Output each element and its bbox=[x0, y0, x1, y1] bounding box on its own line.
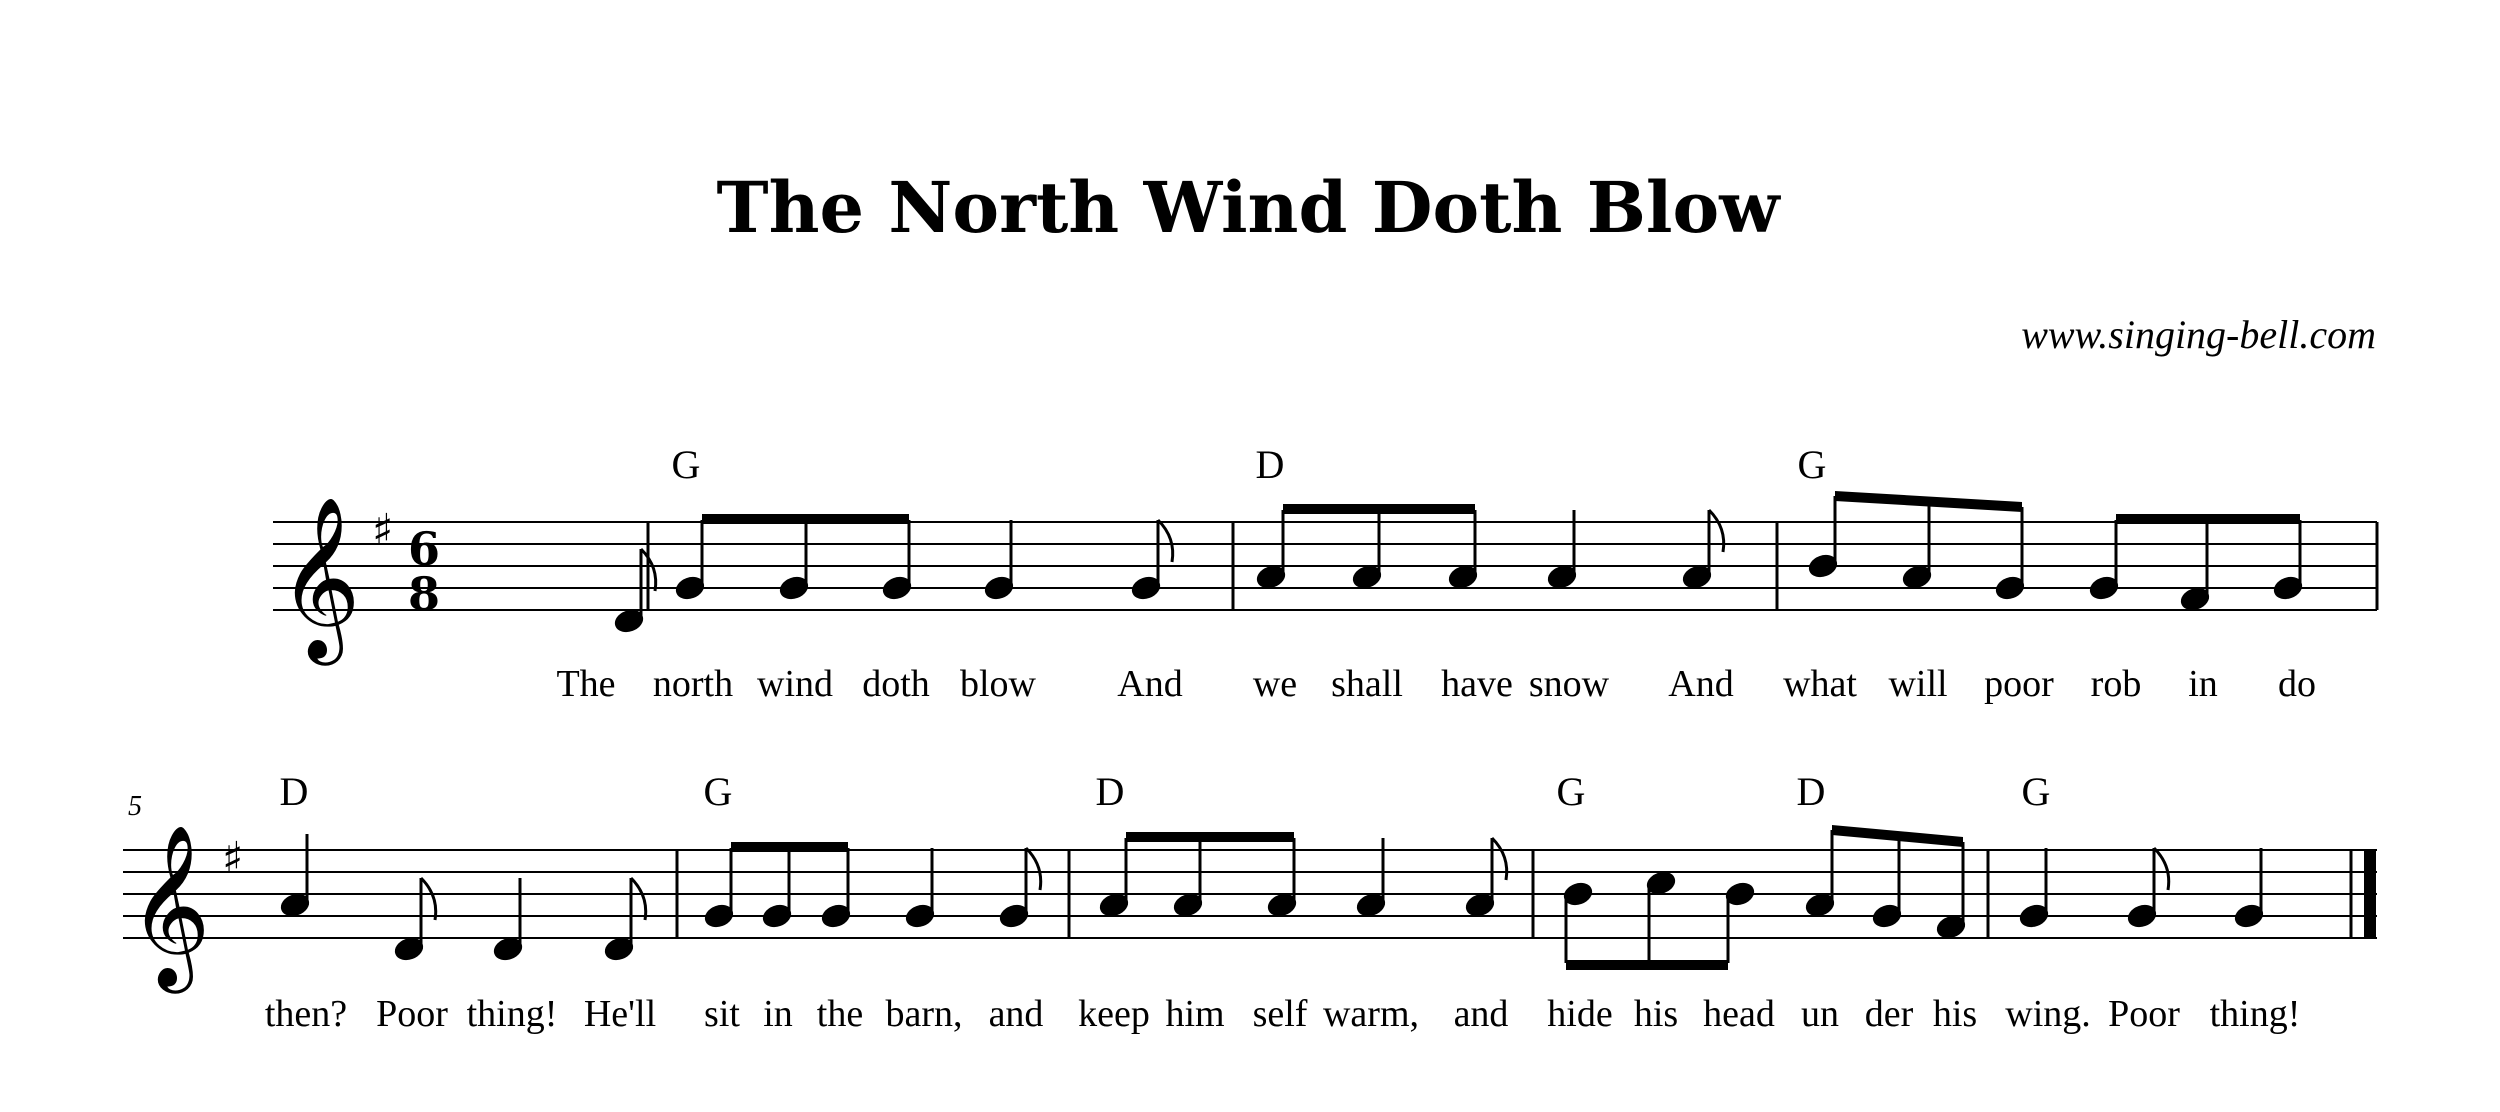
lyric-syllable: in bbox=[763, 993, 793, 1035]
chord-symbol: G bbox=[2021, 769, 2051, 814]
lyric-syllable: have bbox=[1441, 663, 1513, 705]
lyric-syllable: him bbox=[1165, 993, 1225, 1035]
note bbox=[2019, 848, 2050, 929]
lyric-syllable: and bbox=[988, 993, 1044, 1035]
lyric-syllable: the bbox=[816, 993, 864, 1035]
lyric-syllable: Poor bbox=[376, 993, 448, 1035]
staff-system-2 bbox=[123, 769, 2377, 1035]
beam-group bbox=[704, 842, 852, 929]
lyric-syllable: snow bbox=[1528, 663, 1610, 705]
beam-group bbox=[2089, 514, 2304, 612]
time-signature-denominator: 8 bbox=[407, 567, 441, 621]
lyric-syllable: And bbox=[1668, 663, 1734, 705]
lyric-syllable: wind bbox=[757, 663, 833, 705]
note bbox=[394, 878, 436, 962]
lyric-syllable: sit bbox=[704, 993, 740, 1035]
treble-clef-icon: 𝄞 bbox=[278, 496, 361, 659]
lyric-syllable: in bbox=[2188, 663, 2218, 705]
lyric-syllable: thing! bbox=[2209, 993, 2301, 1035]
lyric-syllable: un bbox=[1801, 993, 1839, 1035]
lyric-syllable: rob bbox=[2090, 663, 2142, 705]
lyric-syllable: hide bbox=[1547, 993, 1613, 1035]
sharp-icon: ♯ bbox=[222, 833, 244, 884]
lyric-syllable: Poor bbox=[2108, 993, 2180, 1035]
lyric-syllable: self bbox=[1252, 993, 1308, 1035]
lyric-syllable: He'll bbox=[583, 993, 657, 1035]
beam-group bbox=[1256, 504, 1479, 590]
lyric-syllable: The bbox=[556, 663, 616, 705]
chord-symbol: G bbox=[1556, 769, 1586, 814]
chord-symbol: D bbox=[279, 769, 309, 814]
chord-symbol: G bbox=[671, 442, 701, 487]
lyrics-line-1 bbox=[556, 663, 2316, 705]
lyric-syllable: his bbox=[1633, 993, 1679, 1035]
lyric-syllable: his bbox=[1932, 993, 1978, 1035]
note bbox=[984, 520, 1015, 601]
lyric-syllable: keep bbox=[1078, 993, 1150, 1035]
lyric-syllable: will bbox=[1888, 663, 1948, 705]
treble-clef-icon: 𝄞 bbox=[128, 824, 211, 987]
measure-number: 5 bbox=[128, 791, 142, 822]
beam-group bbox=[1099, 832, 1298, 918]
lyric-syllable: then? bbox=[264, 993, 348, 1035]
sharp-icon: ♯ bbox=[372, 505, 394, 556]
chord-symbol: D bbox=[1796, 769, 1826, 814]
lyric-syllable: thing! bbox=[466, 993, 558, 1035]
staff-system-1 bbox=[273, 442, 2377, 705]
lyric-syllable: shall bbox=[1331, 663, 1403, 705]
lyrics-line-2 bbox=[265, 993, 2301, 1035]
beam-group bbox=[1805, 825, 1967, 940]
lyric-syllable: head bbox=[1703, 993, 1775, 1035]
staff-lines bbox=[273, 522, 2377, 610]
lyric-syllable: do bbox=[2278, 663, 2316, 705]
lyric-syllable: poor bbox=[1984, 663, 2054, 705]
lyric-syllable: barn, bbox=[885, 993, 963, 1035]
lyric-syllable: north bbox=[652, 663, 734, 705]
beam-group bbox=[1563, 870, 1756, 970]
chord-symbol: G bbox=[1797, 442, 1827, 487]
chord-symbol: D bbox=[1095, 769, 1125, 814]
lyric-syllable: wing. bbox=[2005, 993, 2091, 1035]
note bbox=[280, 834, 311, 918]
lyric-syllable: blow bbox=[960, 663, 1036, 705]
lyric-syllable: warm, bbox=[1322, 993, 1420, 1035]
lyric-syllable: what bbox=[1783, 663, 1857, 705]
song-title: The North Wind Doth Blow bbox=[716, 166, 1780, 249]
lyric-syllable: we bbox=[1252, 663, 1298, 705]
time-signature-numerator: 6 bbox=[407, 522, 441, 576]
note bbox=[905, 848, 936, 929]
note bbox=[2234, 848, 2265, 929]
lyric-syllable: doth bbox=[862, 663, 930, 705]
website-link[interactable]: www.singing-bell.com bbox=[2021, 312, 2376, 357]
beam-group bbox=[1808, 491, 2026, 601]
lyric-syllable: der bbox=[1864, 993, 1914, 1035]
note bbox=[493, 878, 524, 962]
lyric-syllable: and bbox=[1453, 993, 1509, 1035]
lyric-syllable: And bbox=[1117, 663, 1183, 705]
final-barline bbox=[2364, 850, 2376, 938]
note bbox=[604, 878, 646, 962]
chord-symbol: G bbox=[703, 769, 733, 814]
chord-symbol: D bbox=[1255, 442, 1285, 487]
